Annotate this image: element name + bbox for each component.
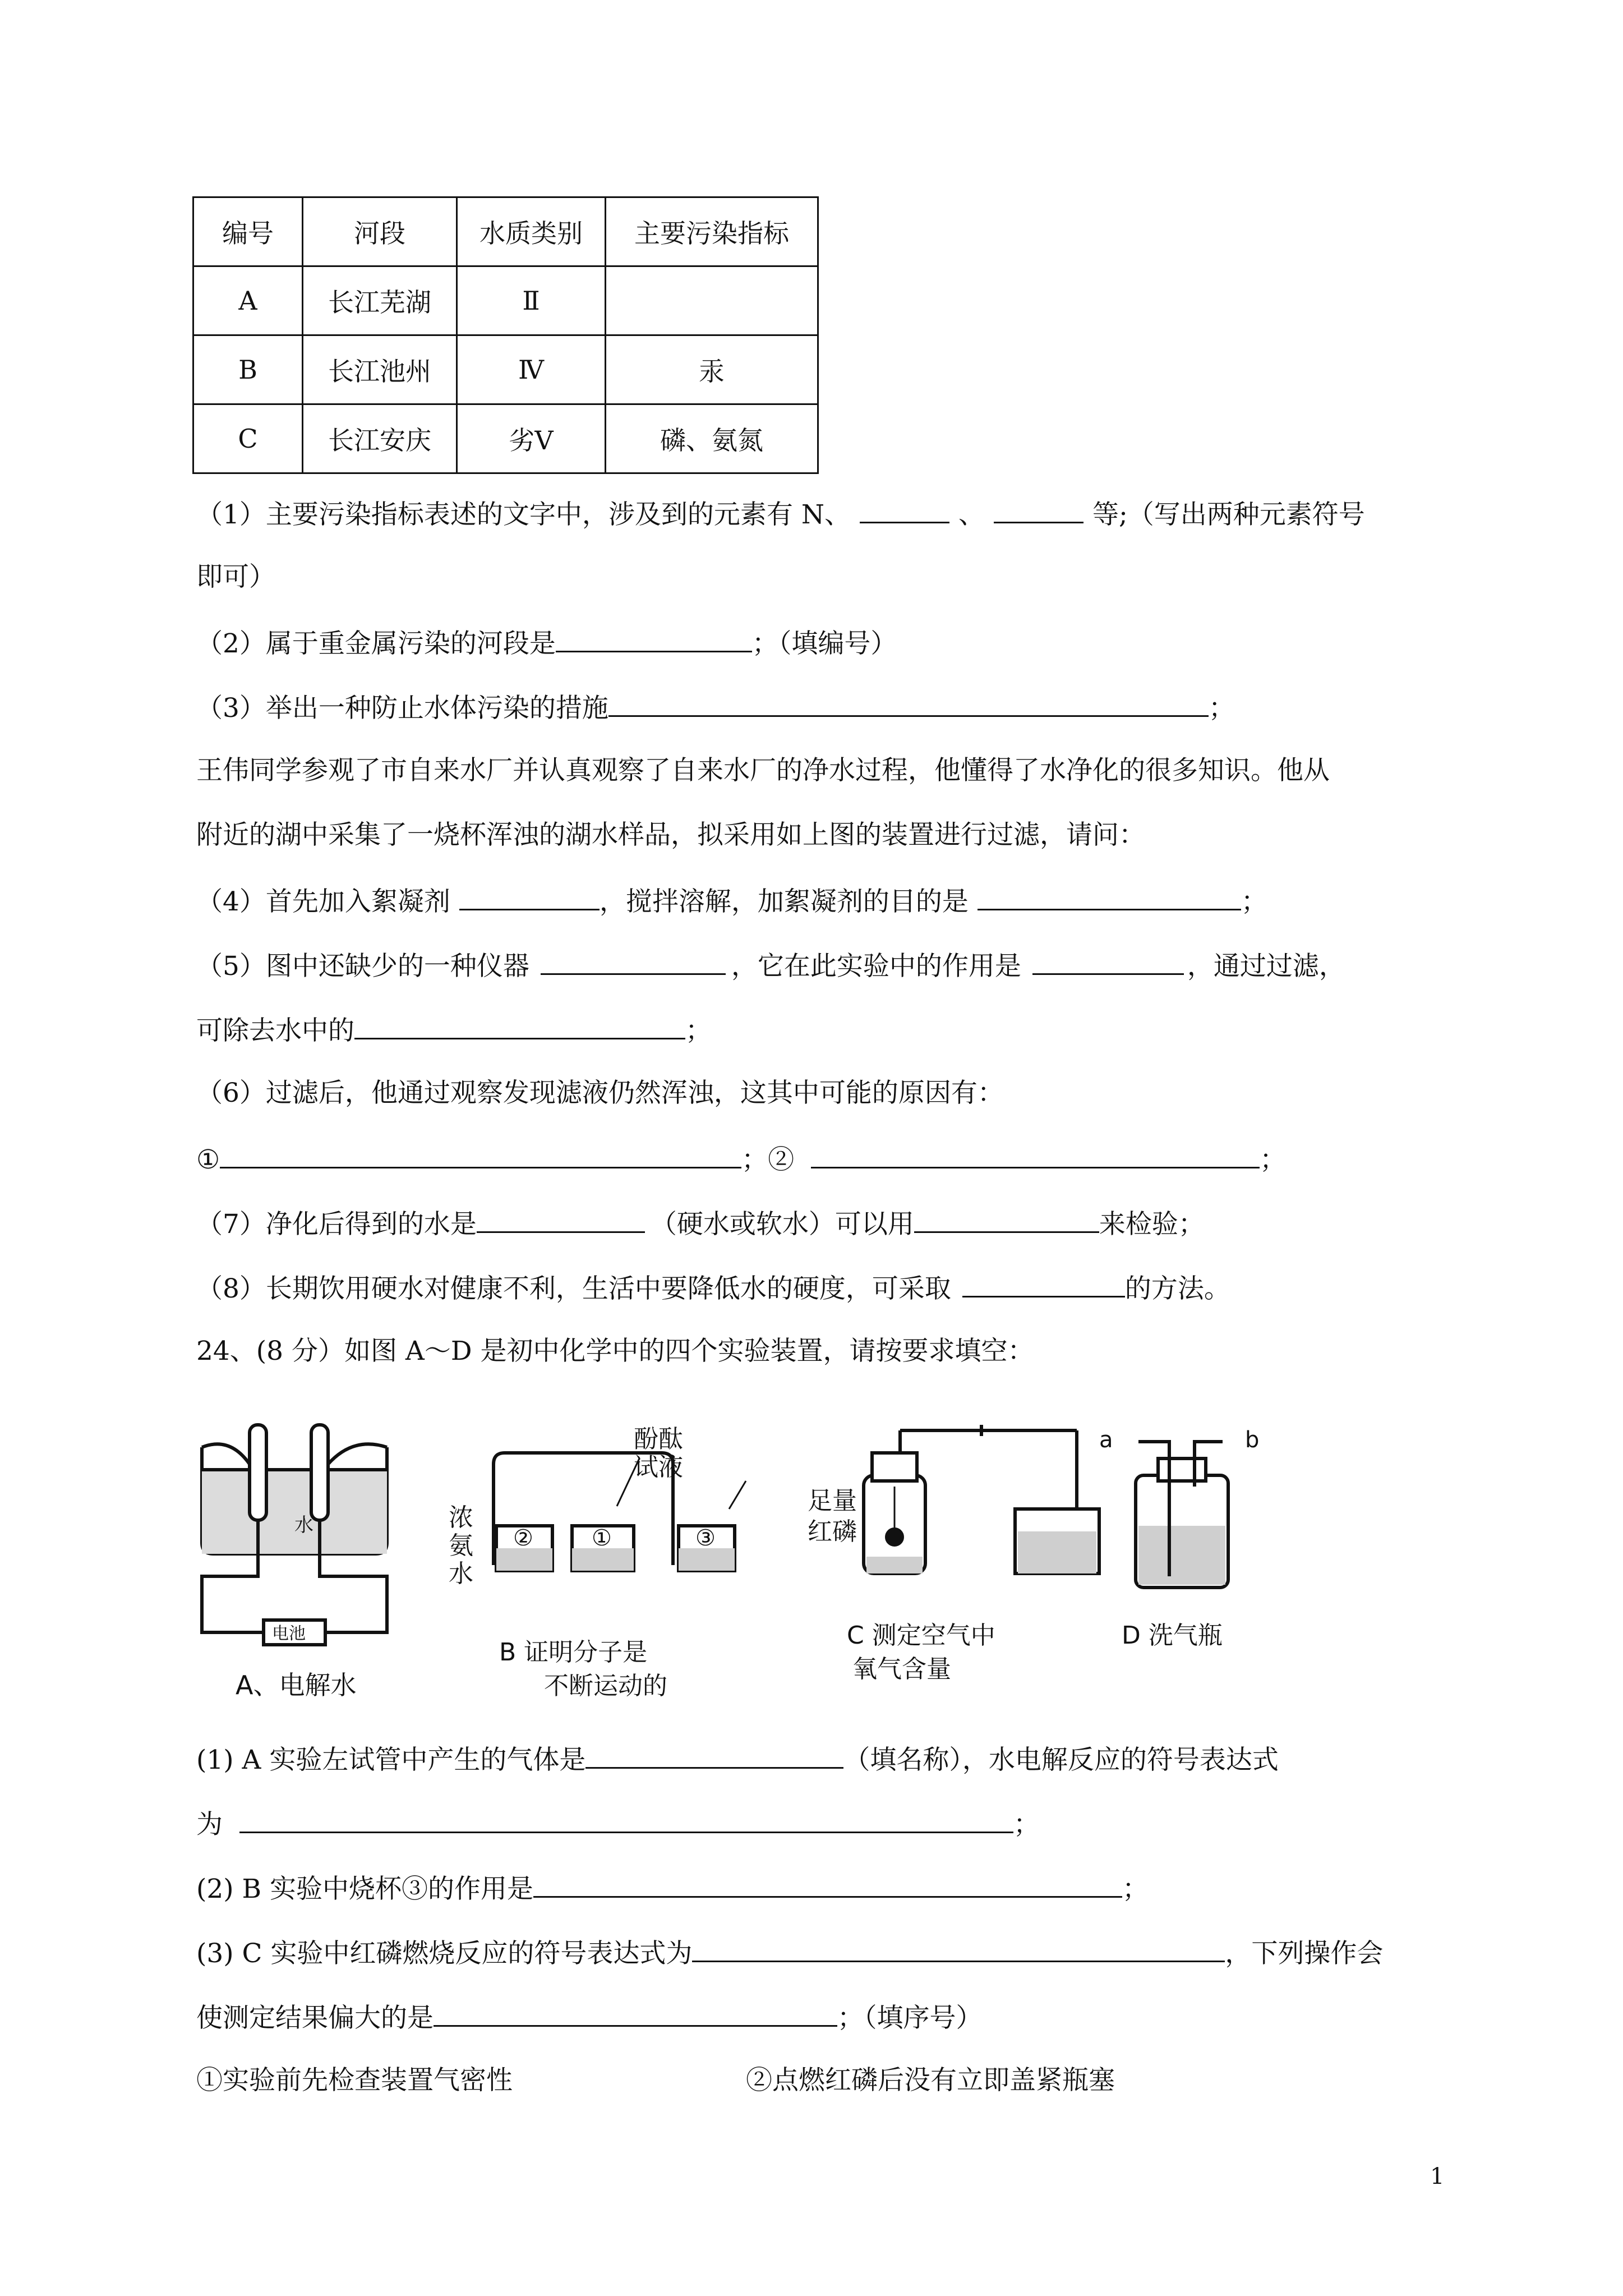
answer-blank[interactable] <box>962 1273 1125 1297</box>
question-3 <box>196 693 1235 724</box>
question-7-mid: （硬水或软水）可以用 <box>650 1209 914 1240</box>
question-3-text: （3）举出一种防止水体污染的措施 <box>196 693 608 724</box>
separator: ；② <box>741 1144 795 1175</box>
question-5-line2-text: 可除去水中的 <box>196 1015 354 1046</box>
question-4 <box>196 886 1267 915</box>
answer-blank[interactable] <box>978 886 1241 910</box>
table-cell: C <box>193 404 303 473</box>
part-2-text: (2) B 实验中烧杯③的作用是 <box>196 1874 533 1904</box>
outlet-b-label: b <box>1245 1427 1260 1453</box>
question-6-blanks <box>196 1144 1286 1173</box>
oxygen-measurement-apparatus <box>864 1425 1099 1573</box>
answer-blank[interactable] <box>239 1809 1013 1833</box>
question-5 <box>196 951 1345 982</box>
answer-blank[interactable] <box>994 499 1083 523</box>
answer-blank[interactable] <box>914 1209 1099 1233</box>
question-1-text: （1）主要污染指标表述的文字中，涉及到的元素有 N、 <box>196 499 851 530</box>
question-1-suffix: 等;（写出两种元素符号 <box>1092 499 1365 530</box>
question-7 <box>196 1209 1205 1240</box>
inlet-a-label: a <box>1099 1427 1113 1453</box>
phenolphthalein-label-1: 酚酞 <box>634 1425 683 1453</box>
answer-blank[interactable] <box>541 951 726 975</box>
question-8-text: （8）长期饮用硬水对健康不利，生活中要降低水的硬度，可采取 <box>196 1273 951 1304</box>
table-header-cell: 编号 <box>193 197 303 266</box>
question-6-suffix: ； <box>1260 1144 1287 1175</box>
question-7-text: （7）净化后得到的水是 <box>196 1209 477 1240</box>
part-3-text: (3) C 实验中红磷燃烧反应的符号表达式为 <box>196 1938 693 1969</box>
answer-blank[interactable] <box>220 1144 741 1168</box>
part-1-mid: （填名称），水电解反应的符号表达式 <box>843 1745 1279 1775</box>
option-2: ②点燃红磷后没有立即盖紧瓶塞 <box>746 2065 1115 2096</box>
figure-b-caption-2: 不断运动的 <box>544 1672 667 1700</box>
question-6: （6）过滤后，他通过观察发现滤液仍然浑浊，这其中可能的原因有： <box>196 1078 1004 1108</box>
answer-blank[interactable] <box>556 628 752 652</box>
intro-line-2: 附近的湖中采集了一烧杯浑浊的湖水样品，拟采用如上图的装置进行过滤，请问： <box>196 820 1145 850</box>
table-cell: 磷、氨氮 <box>606 404 818 473</box>
option-1: ①实验前先检查装置气密性 <box>196 2065 513 2096</box>
separator: 、 <box>958 499 985 530</box>
question-5-suffix: ； <box>685 1015 712 1046</box>
table-header-cell: 河段 <box>303 197 457 266</box>
question-4-suffix: ； <box>1241 886 1267 917</box>
beaker-label-3: ③ <box>695 1525 716 1551</box>
figure-d-caption: D 洗气瓶 <box>1122 1621 1223 1650</box>
question-4-mid: ，搅拌溶解，加絮凝剂的目的是 <box>599 886 969 917</box>
table-cell <box>606 266 818 335</box>
part-3-mid: ，下列操作会 <box>1225 1938 1384 1969</box>
answer-blank[interactable] <box>608 693 1209 717</box>
table-header-cell: 主要污染指标 <box>606 197 818 266</box>
beaker-label-2: ② <box>513 1525 533 1551</box>
answer-blank[interactable] <box>354 1015 685 1039</box>
molecule-motion-apparatus <box>494 1453 746 1571</box>
table-row <box>193 404 818 473</box>
question-2 <box>196 628 897 657</box>
beaker-label-1: ① <box>592 1525 612 1551</box>
table-cell: B <box>193 335 303 404</box>
page-number: 1 <box>1430 2164 1445 2189</box>
question-8 <box>196 1273 1230 1302</box>
ammonia-label-1: 浓 <box>449 1503 473 1532</box>
phenolphthalein-label-2: 试液 <box>634 1453 683 1481</box>
red-phosphorus-label-2: 红磷 <box>808 1517 857 1546</box>
experiment-figure <box>191 1414 1312 1728</box>
part-3 <box>196 1938 1383 1967</box>
table-cell: 长江池州 <box>303 335 457 404</box>
question-8-suffix: 的方法。 <box>1124 1273 1230 1304</box>
part-1 <box>196 1745 1279 1773</box>
question-2-text: （2）属于重金属污染的河段是 <box>196 628 556 659</box>
part-1-text: (1) A 实验左试管中产生的气体是 <box>196 1745 586 1775</box>
answer-blank[interactable] <box>533 1874 1122 1898</box>
question-2-suffix: ；（填编号） <box>751 628 897 659</box>
answer-blank[interactable] <box>692 1938 1225 1962</box>
part-1-line2 <box>196 1809 1040 1838</box>
answer-blank[interactable] <box>477 1209 645 1233</box>
ammonia-label-2: 氨 <box>449 1531 473 1560</box>
power-supply-label: 电池 <box>272 1624 306 1644</box>
red-phosphorus-label-1: 足量 <box>808 1487 857 1515</box>
water-quality-table <box>192 196 819 474</box>
table-cell: Ⅱ <box>457 266 606 335</box>
part-3-line2-text: 使测定结果偏大的是 <box>196 2003 434 2033</box>
answer-blank[interactable] <box>860 499 949 523</box>
part-1-line2-text: 为 <box>196 1809 223 1840</box>
gas-washing-bottle <box>1136 1442 1228 1588</box>
answer-blank[interactable] <box>1032 951 1184 975</box>
table-cell: 汞 <box>606 335 818 404</box>
question-5-mid2: ，通过过滤， <box>1187 951 1345 982</box>
answer-blank[interactable] <box>811 1144 1260 1168</box>
question-4-text: （4）首先加入絮凝剂 <box>196 886 450 917</box>
question-7-suffix: 来检验； <box>1099 1209 1205 1240</box>
answer-blank[interactable] <box>434 2003 837 2027</box>
question-3-suffix: ； <box>1208 693 1235 724</box>
question-5-text: （5）图中还缺少的一种仪器 <box>196 951 529 982</box>
circle-number: ① <box>196 1144 220 1175</box>
part-1-suffix: ； <box>1013 1809 1040 1840</box>
water-label: 水 <box>294 1514 313 1536</box>
table-cell: 劣Ⅴ <box>457 404 606 473</box>
part-2 <box>196 1874 1149 1902</box>
ammonia-label-3: 水 <box>449 1559 473 1588</box>
question-5-line2 <box>196 1015 712 1044</box>
part-3-suffix: ；（填序号） <box>837 2003 983 2033</box>
question-24: 24、(8 分）如图 A～D 是初中化学中的四个实验装置，请按要求填空： <box>196 1336 1034 1366</box>
table-header-cell: 水质类别 <box>457 197 606 266</box>
table-cell: 长江安庆 <box>303 404 457 473</box>
figure-c-caption-2: 氧气含量 <box>852 1655 951 1683</box>
part-3-line2 <box>196 2003 983 2031</box>
question-5-mid: ，它在此实验中的作用是 <box>731 951 1021 982</box>
table-row <box>193 335 818 404</box>
figure-b-caption-1: B 证明分子是 <box>499 1638 648 1667</box>
intro-line-1: 王伟同学参观了市自来水厂并认真观察了自来水厂的净水过程，他懂得了水净化的很多知识。他从 <box>196 755 1330 786</box>
table-cell: Ⅳ <box>457 335 606 404</box>
answer-blank[interactable] <box>585 1745 843 1769</box>
table-row <box>193 266 818 335</box>
table-header-row <box>193 197 818 266</box>
question-1 <box>196 499 1365 528</box>
table-cell: A <box>193 266 303 335</box>
figure-c-caption-1: C 测定空气中 <box>847 1621 995 1650</box>
figure-a-caption: A、电解水 <box>236 1670 357 1700</box>
table-cell: 长江芜湖 <box>303 266 457 335</box>
part-2-suffix: ； <box>1122 1874 1149 1904</box>
answer-blank[interactable] <box>459 886 600 910</box>
question-1-line2: 即可） <box>196 562 275 592</box>
